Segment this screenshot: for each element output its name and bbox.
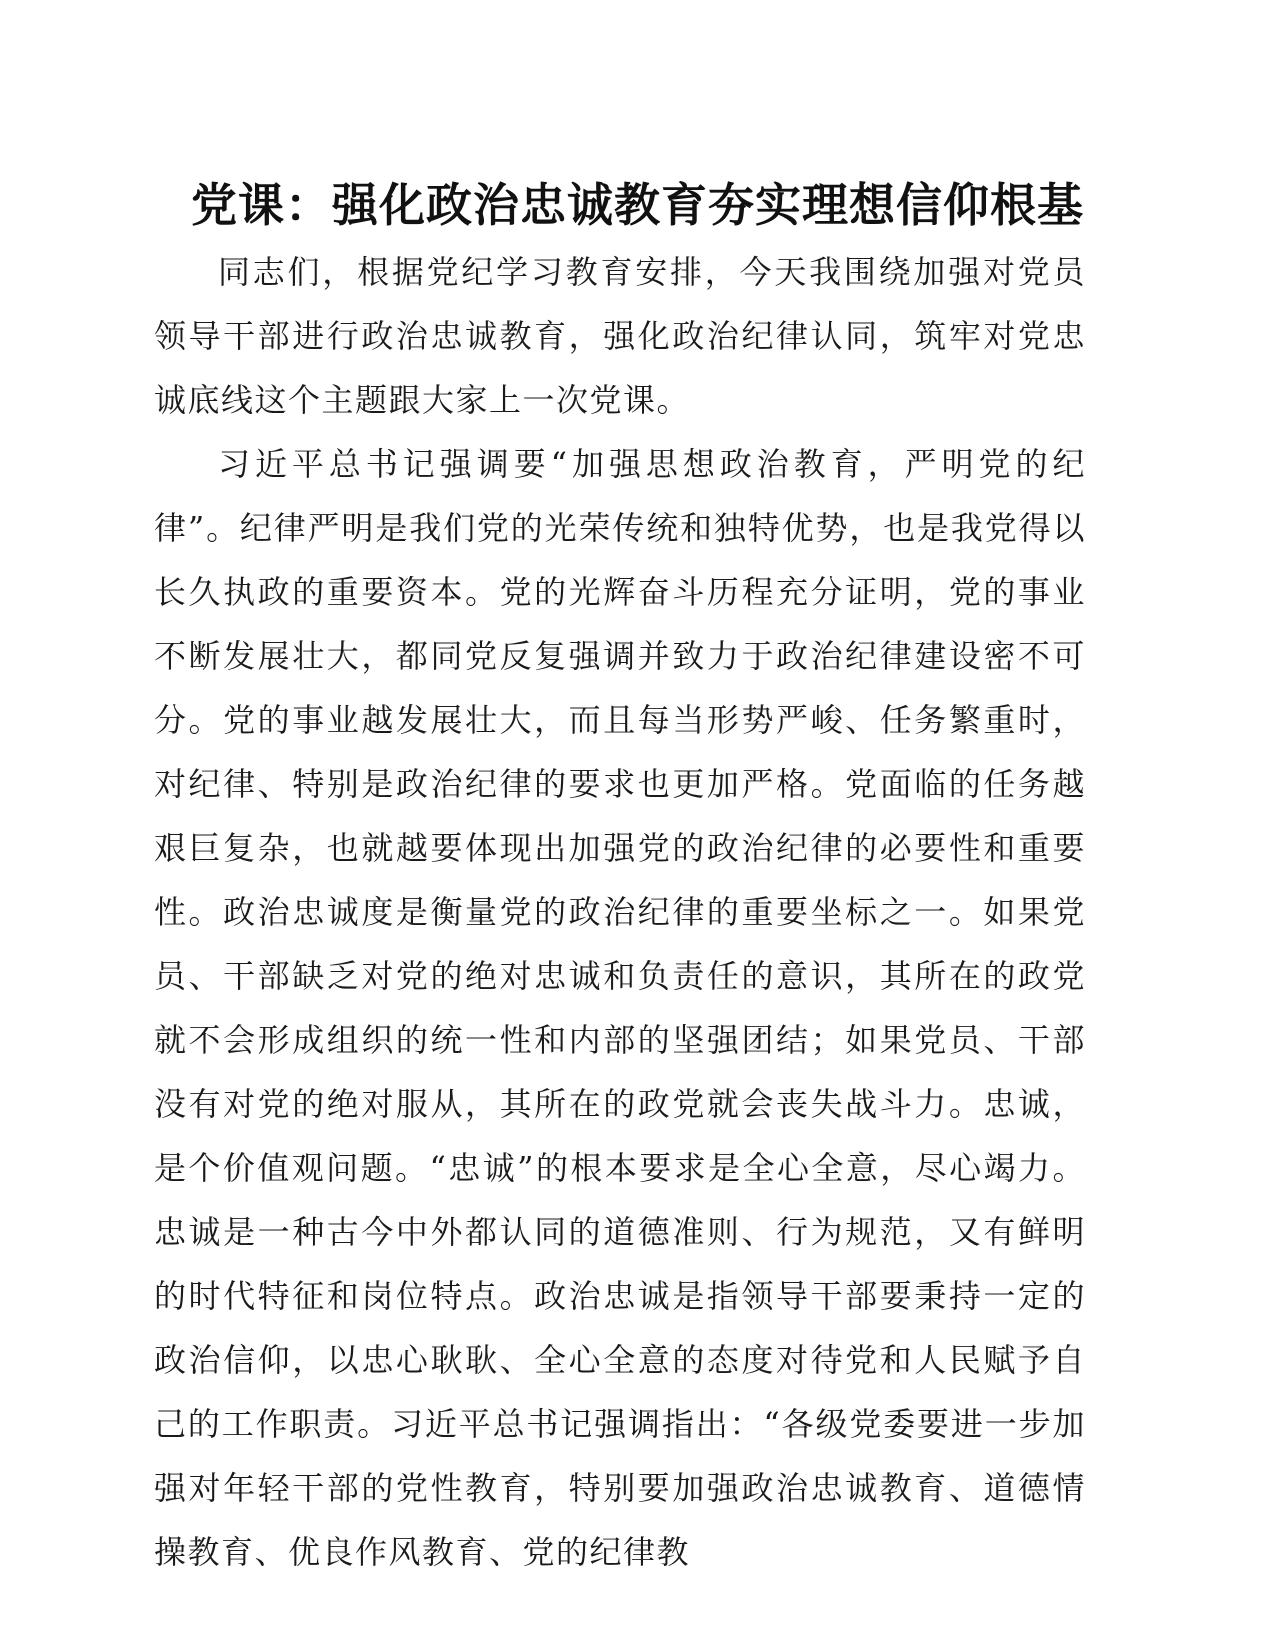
document-title: 党课：强化政治忠诚教育夯实理想信仰根基 (191, 178, 1084, 232)
paragraph-main: 习近平总书记强调要“加强思想政治教育，严明党的纪律”。纪律严明是我们党的光荣传统和独特优势，也是我党得以长久执政的重要资本。党的光辉奋斗历程充分证明，党的事业不断发展壮大，都同党反复强调并致力于政治纪律建设密不可分。党的事业越发展壮大，而且每当形势严峻、任务繁重时，对纪律、特别是政治纪律的要求也更加严格。党面临的任务越艰巨复杂，也就越要体现出加强党的政治纪律的必要性和重要性。政治忠诚度是衡量党的政治纪律的重要坐标之一。如果党员、干部缺乏对党的绝对忠诚和负责任的意识，其所在的政党就不会形成组织的统一性和内部的坚强团结；如果党员、干部没有对党的绝对服从，其所在的政党就会丧失战斗力。忠诚，是个价值观问题。“忠诚”的根本要求是全心全意，尽心竭力。忠诚是一种古今中外都认同的道德准则、行为规范，又有鲜明的时代特征和岗位特点。政治忠诚是指领导干部要秉持一定的政治信仰，以忠心耿耿、全心全意的态度对待党和人民赋予自己的工作职责。习近平总书记强调指出：“各级党委要进一步加强对年轻干部的党性教育，特别要加强政治忠诚教育、道德情操教育、优良作风教育、党的纪律教 (154, 445, 1086, 1571)
document-body (154, 240, 1086, 1584)
paragraph-intro: 同志们，根据党纪学习教育安排，今天我围绕加强对党员领导干部进行政治忠诚教育，强化政治纪律认同，筑牢对党忠诚底线这个主题跟大家上一次党课。 (154, 253, 1086, 419)
